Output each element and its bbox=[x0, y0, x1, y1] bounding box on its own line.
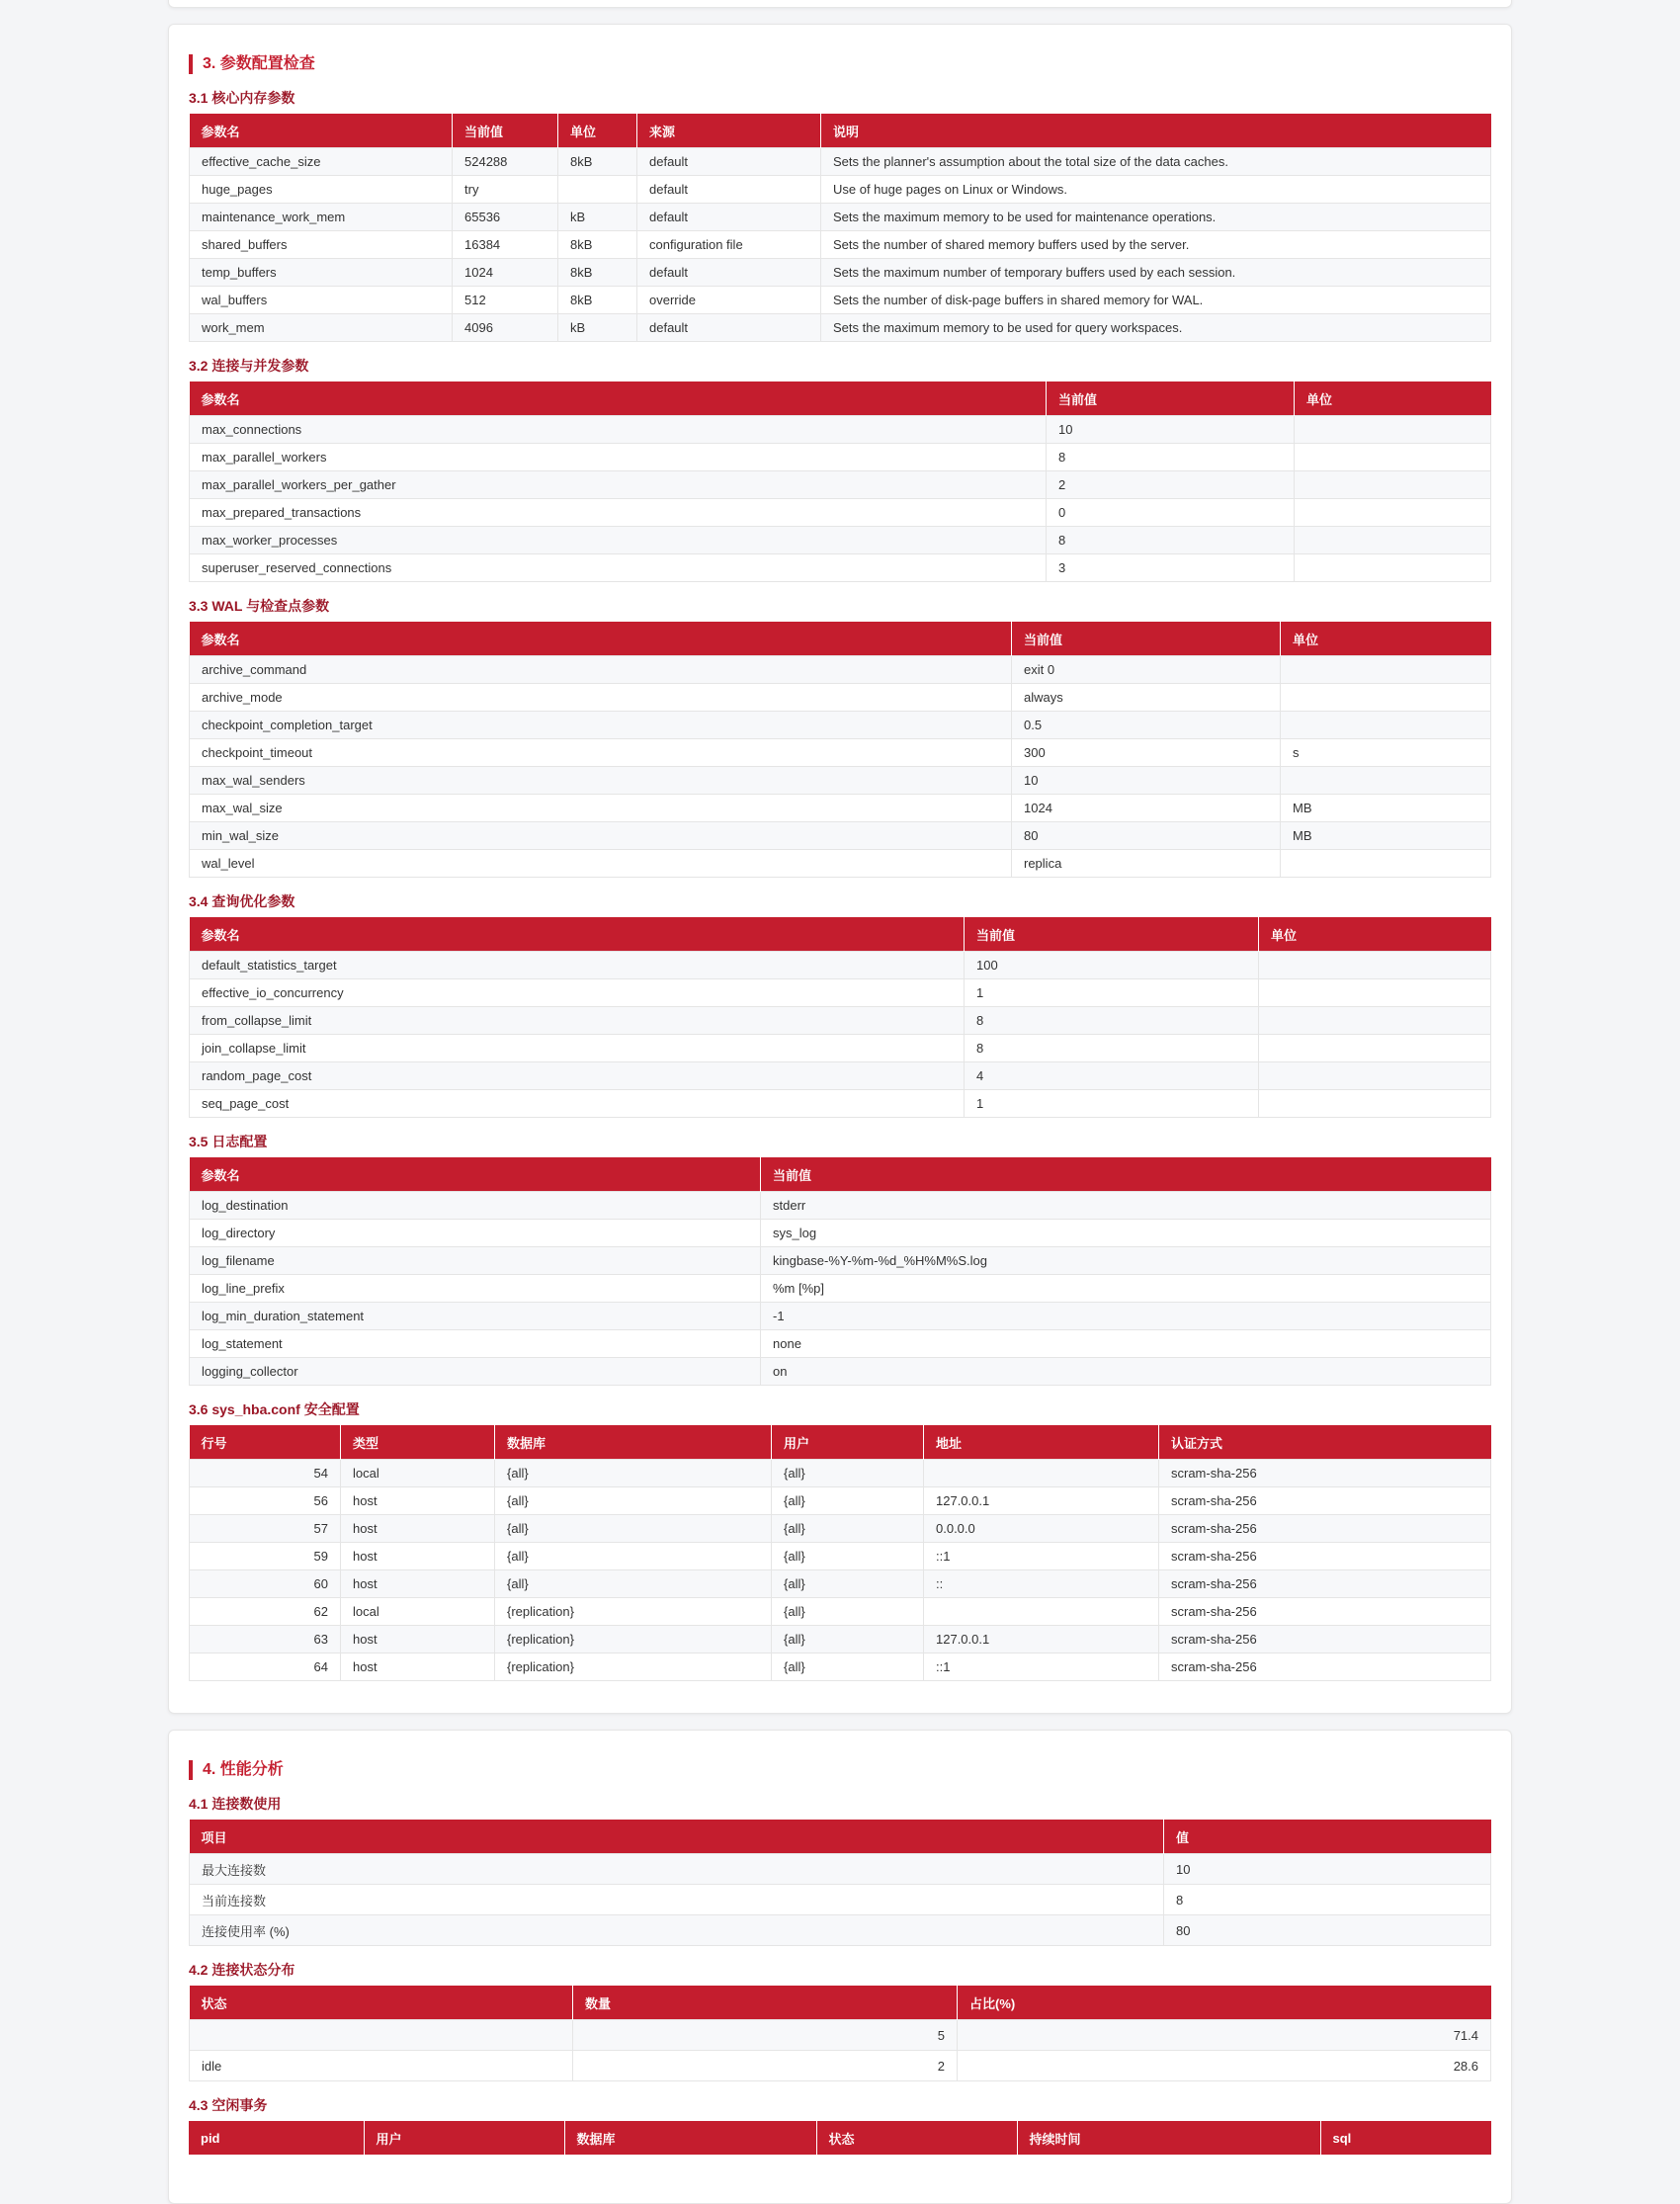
column-header: 类型 bbox=[341, 1425, 495, 1460]
table-cell: {all} bbox=[772, 1653, 924, 1681]
column-header: 当前值 bbox=[1047, 381, 1295, 416]
table-row bbox=[190, 979, 1491, 1007]
table-cell bbox=[1281, 656, 1491, 684]
table-cell bbox=[1259, 952, 1491, 979]
table-row bbox=[190, 314, 1491, 342]
table-cell: 56 bbox=[190, 1487, 341, 1515]
memory-params-table bbox=[189, 114, 1491, 342]
section-title: 4. 性能分析 bbox=[189, 1760, 1491, 1780]
table-row bbox=[190, 1247, 1491, 1275]
table-cell: 10 bbox=[1164, 1854, 1491, 1885]
table-cell: Sets the maximum memory to be used for maintenance operations. bbox=[821, 204, 1491, 231]
table-cell bbox=[1259, 1062, 1491, 1090]
table-cell: idle bbox=[190, 2051, 573, 2081]
table-cell: 59 bbox=[190, 1543, 341, 1570]
table-cell: {all} bbox=[772, 1487, 924, 1515]
table-cell bbox=[1295, 416, 1491, 444]
hba-config-body bbox=[190, 1460, 1491, 1681]
table-cell bbox=[1295, 471, 1491, 499]
table-cell: checkpoint_timeout bbox=[190, 739, 1012, 767]
table-cell: default bbox=[637, 314, 821, 342]
column-header: sql bbox=[1320, 2121, 1491, 2155]
table-cell: Sets the maximum number of temporary buffers used by each session. bbox=[821, 259, 1491, 287]
table-row bbox=[190, 1515, 1491, 1543]
table-cell: {all} bbox=[495, 1487, 772, 1515]
subsection-title: 3.3 WAL 与检查点参数 bbox=[189, 598, 330, 614]
table-cell bbox=[1259, 1035, 1491, 1062]
subsection-title: 4.3 空闲事务 bbox=[189, 2097, 268, 2113]
table-cell: 63 bbox=[190, 1626, 341, 1653]
table-cell: 16384 bbox=[453, 231, 558, 259]
table-row bbox=[190, 1062, 1491, 1090]
table-cell: 4096 bbox=[453, 314, 558, 342]
connection-state-table bbox=[189, 1986, 1491, 2081]
table-cell: 连接使用率 (%) bbox=[190, 1915, 1164, 1946]
memory-params-body bbox=[190, 148, 1491, 342]
table-cell: {all} bbox=[772, 1598, 924, 1626]
table-cell: 最大连接数 bbox=[190, 1854, 1164, 1885]
table-cell: scram-sha-256 bbox=[1159, 1460, 1491, 1487]
column-header: 单位 bbox=[1259, 917, 1491, 952]
connection-usage-table bbox=[189, 1820, 1491, 1946]
table-row bbox=[190, 231, 1491, 259]
section-performance bbox=[168, 1730, 1512, 2204]
table-row bbox=[190, 259, 1491, 287]
table-row bbox=[190, 1915, 1491, 1946]
table-cell bbox=[924, 1460, 1159, 1487]
table-cell: wal_level bbox=[190, 850, 1012, 878]
table-cell: local bbox=[341, 1460, 495, 1487]
table-cell: Sets the planner's assumption about the total size of the data caches. bbox=[821, 148, 1491, 176]
table-row bbox=[190, 2020, 1491, 2051]
table-cell: log_destination bbox=[190, 1192, 761, 1220]
column-header: 行号 bbox=[190, 1425, 341, 1460]
table-cell bbox=[1281, 684, 1491, 712]
table-cell: host bbox=[341, 1487, 495, 1515]
table-cell bbox=[1295, 527, 1491, 554]
table-cell: 100 bbox=[965, 952, 1259, 979]
query-params-table bbox=[189, 917, 1491, 1118]
table-cell: log_statement bbox=[190, 1330, 761, 1358]
table-cell: {all} bbox=[772, 1460, 924, 1487]
table-cell: logging_collector bbox=[190, 1358, 761, 1386]
table-row bbox=[190, 822, 1491, 850]
column-header: 参数名 bbox=[190, 1157, 761, 1192]
table-cell: 8kB bbox=[558, 148, 637, 176]
column-header: 参数名 bbox=[190, 114, 453, 148]
table-cell: 71.4 bbox=[958, 2020, 1491, 2051]
subsection-title: 3.4 查询优化参数 bbox=[189, 893, 295, 909]
column-header: 状态 bbox=[190, 1986, 573, 2020]
table-row bbox=[190, 1854, 1491, 1885]
column-header: 当前值 bbox=[453, 114, 558, 148]
log-params-body bbox=[190, 1192, 1491, 1386]
column-header: 单位 bbox=[1295, 381, 1491, 416]
table-row bbox=[190, 1543, 1491, 1570]
connection-usage-body bbox=[190, 1854, 1491, 1946]
table-cell: sys_log bbox=[761, 1220, 1491, 1247]
table-row bbox=[190, 471, 1491, 499]
table-cell: host bbox=[341, 1515, 495, 1543]
table-cell bbox=[1281, 850, 1491, 878]
table-cell: 1024 bbox=[1012, 795, 1281, 822]
column-header: 用户 bbox=[364, 2121, 564, 2155]
table-cell: log_line_prefix bbox=[190, 1275, 761, 1303]
table-cell: temp_buffers bbox=[190, 259, 453, 287]
table-cell: 8kB bbox=[558, 259, 637, 287]
table-cell: min_wal_size bbox=[190, 822, 1012, 850]
table-cell: 80 bbox=[1164, 1915, 1491, 1946]
table-cell bbox=[558, 176, 637, 204]
table-row bbox=[190, 1570, 1491, 1598]
table-cell: try bbox=[453, 176, 558, 204]
column-header: 占比(%) bbox=[958, 1986, 1491, 2020]
table-row bbox=[190, 204, 1491, 231]
table-row bbox=[190, 739, 1491, 767]
table-cell: 8kB bbox=[558, 287, 637, 314]
table-row bbox=[190, 1330, 1491, 1358]
table-cell: MB bbox=[1281, 822, 1491, 850]
table-row bbox=[190, 1303, 1491, 1330]
table-row bbox=[190, 527, 1491, 554]
table-cell: default_statistics_target bbox=[190, 952, 965, 979]
table-cell: default bbox=[637, 259, 821, 287]
table-cell: 2 bbox=[1047, 471, 1295, 499]
table-cell: 524288 bbox=[453, 148, 558, 176]
table-cell: 1024 bbox=[453, 259, 558, 287]
log-params-table bbox=[189, 1157, 1491, 1386]
table-cell: max_parallel_workers bbox=[190, 444, 1047, 471]
idle-transactions-table bbox=[189, 2121, 1491, 2155]
table-cell: default bbox=[637, 148, 821, 176]
table-cell: MB bbox=[1281, 795, 1491, 822]
table-cell: 80 bbox=[1012, 822, 1281, 850]
table-row bbox=[190, 499, 1491, 527]
table-cell bbox=[924, 1598, 1159, 1626]
table-row bbox=[190, 684, 1491, 712]
subsection-title: 3.6 sys_hba.conf 安全配置 bbox=[189, 1401, 360, 1417]
table-cell bbox=[1281, 767, 1491, 795]
column-header: 状态 bbox=[816, 2121, 1017, 2155]
table-cell: from_collapse_limit bbox=[190, 1007, 965, 1035]
table-cell: 8 bbox=[1047, 444, 1295, 471]
table-cell: {all} bbox=[772, 1626, 924, 1653]
table-cell: 0 bbox=[1047, 499, 1295, 527]
table-cell: archive_mode bbox=[190, 684, 1012, 712]
column-header: 当前值 bbox=[965, 917, 1259, 952]
table-cell: {all} bbox=[772, 1570, 924, 1598]
table-cell: s bbox=[1281, 739, 1491, 767]
table-row bbox=[190, 1626, 1491, 1653]
table-cell: 8 bbox=[965, 1035, 1259, 1062]
table-row bbox=[190, 1358, 1491, 1386]
table-cell: replica bbox=[1012, 850, 1281, 878]
table-cell: {all} bbox=[772, 1543, 924, 1570]
table-row bbox=[190, 444, 1491, 471]
table-row bbox=[190, 148, 1491, 176]
table-cell: max_wal_senders bbox=[190, 767, 1012, 795]
table-cell: 1 bbox=[965, 1090, 1259, 1118]
table-row bbox=[190, 1885, 1491, 1915]
table-cell bbox=[1295, 554, 1491, 582]
table-cell: scram-sha-256 bbox=[1159, 1515, 1491, 1543]
table-cell: host bbox=[341, 1653, 495, 1681]
table-cell: {all} bbox=[495, 1543, 772, 1570]
table-cell bbox=[1281, 712, 1491, 739]
table-row bbox=[190, 952, 1491, 979]
column-header: 地址 bbox=[924, 1425, 1159, 1460]
wal-params-body bbox=[190, 656, 1491, 878]
column-header: 参数名 bbox=[190, 917, 965, 952]
table-cell: max_worker_processes bbox=[190, 527, 1047, 554]
table-cell bbox=[1259, 979, 1491, 1007]
table-cell: 28.6 bbox=[958, 2051, 1491, 2081]
table-cell: 2 bbox=[573, 2051, 958, 2081]
table-cell: scram-sha-256 bbox=[1159, 1626, 1491, 1653]
table-cell: 60 bbox=[190, 1570, 341, 1598]
column-header: 来源 bbox=[637, 114, 821, 148]
table-cell: ::1 bbox=[924, 1543, 1159, 1570]
wal-params-table bbox=[189, 622, 1491, 878]
table-cell: always bbox=[1012, 684, 1281, 712]
table-cell: 57 bbox=[190, 1515, 341, 1543]
table-row bbox=[190, 1192, 1491, 1220]
table-cell: scram-sha-256 bbox=[1159, 1570, 1491, 1598]
table-cell: effective_cache_size bbox=[190, 148, 453, 176]
table-cell: {all} bbox=[772, 1515, 924, 1543]
table-row bbox=[190, 767, 1491, 795]
column-header: 数量 bbox=[573, 1986, 958, 2020]
table-cell: 1 bbox=[965, 979, 1259, 1007]
subsection-title: 4.2 连接状态分布 bbox=[189, 1962, 295, 1978]
column-header: 参数名 bbox=[190, 622, 1012, 656]
table-cell: log_min_duration_statement bbox=[190, 1303, 761, 1330]
table-cell: work_mem bbox=[190, 314, 453, 342]
column-header: 认证方式 bbox=[1159, 1425, 1491, 1460]
table-cell: superuser_reserved_connections bbox=[190, 554, 1047, 582]
column-header: 数据库 bbox=[495, 1425, 772, 1460]
table-row bbox=[190, 1598, 1491, 1626]
table-row bbox=[190, 1487, 1491, 1515]
column-header: 持续时间 bbox=[1017, 2121, 1320, 2155]
connection-state-body bbox=[190, 2020, 1491, 2081]
table-cell: exit 0 bbox=[1012, 656, 1281, 684]
table-cell: log_directory bbox=[190, 1220, 761, 1247]
table-cell: kingbase-%Y-%m-%d_%H%M%S.log bbox=[761, 1247, 1491, 1275]
table-cell: Sets the number of shared memory buffers used by the server. bbox=[821, 231, 1491, 259]
table-cell: override bbox=[637, 287, 821, 314]
table-cell: %m [%p] bbox=[761, 1275, 1491, 1303]
table-cell: scram-sha-256 bbox=[1159, 1543, 1491, 1570]
table-row bbox=[190, 287, 1491, 314]
column-header: pid bbox=[189, 2121, 364, 2155]
table-cell: 0.5 bbox=[1012, 712, 1281, 739]
table-cell: 127.0.0.1 bbox=[924, 1487, 1159, 1515]
column-header: 当前值 bbox=[761, 1157, 1491, 1192]
column-header: 说明 bbox=[821, 114, 1491, 148]
table-cell bbox=[190, 2020, 573, 2051]
table-cell: kB bbox=[558, 314, 637, 342]
table-cell: 10 bbox=[1047, 416, 1295, 444]
column-header: 当前值 bbox=[1012, 622, 1281, 656]
table-cell: wal_buffers bbox=[190, 287, 453, 314]
table-row bbox=[190, 1220, 1491, 1247]
connection-params-body bbox=[190, 416, 1491, 582]
table-cell: on bbox=[761, 1358, 1491, 1386]
table-cell: configuration file bbox=[637, 231, 821, 259]
table-cell: 10 bbox=[1012, 767, 1281, 795]
table-cell bbox=[1259, 1090, 1491, 1118]
table-cell: checkpoint_completion_target bbox=[190, 712, 1012, 739]
section-parameter-check bbox=[168, 24, 1512, 1714]
table-cell: 3 bbox=[1047, 554, 1295, 582]
column-header: 值 bbox=[1164, 1820, 1491, 1854]
table-cell: host bbox=[341, 1543, 495, 1570]
table-cell: max_wal_size bbox=[190, 795, 1012, 822]
table-cell bbox=[1259, 1007, 1491, 1035]
table-row bbox=[190, 850, 1491, 878]
table-cell: join_collapse_limit bbox=[190, 1035, 965, 1062]
table-row bbox=[190, 656, 1491, 684]
table-cell: host bbox=[341, 1626, 495, 1653]
table-cell: 54 bbox=[190, 1460, 341, 1487]
table-cell: stderr bbox=[761, 1192, 1491, 1220]
table-cell: 512 bbox=[453, 287, 558, 314]
table-cell: max_prepared_transactions bbox=[190, 499, 1047, 527]
table-cell bbox=[1295, 444, 1491, 471]
table-cell: log_filename bbox=[190, 1247, 761, 1275]
table-row bbox=[190, 795, 1491, 822]
table-row bbox=[190, 416, 1491, 444]
table-cell: 65536 bbox=[453, 204, 558, 231]
table-cell: -1 bbox=[761, 1303, 1491, 1330]
table-cell: 62 bbox=[190, 1598, 341, 1626]
table-cell: :: bbox=[924, 1570, 1159, 1598]
table-cell: kB bbox=[558, 204, 637, 231]
table-cell: 4 bbox=[965, 1062, 1259, 1090]
table-row bbox=[190, 1035, 1491, 1062]
table-cell: random_page_cost bbox=[190, 1062, 965, 1090]
column-header: 用户 bbox=[772, 1425, 924, 1460]
table-row bbox=[190, 2051, 1491, 2081]
table-cell: {replication} bbox=[495, 1626, 772, 1653]
column-header: 参数名 bbox=[190, 381, 1047, 416]
table-cell: none bbox=[761, 1330, 1491, 1358]
table-cell: Sets the maximum memory to be used for query workspaces. bbox=[821, 314, 1491, 342]
table-cell: {replication} bbox=[495, 1653, 772, 1681]
table-cell: scram-sha-256 bbox=[1159, 1653, 1491, 1681]
table-cell: Sets the number of disk-page buffers in shared memory for WAL. bbox=[821, 287, 1491, 314]
column-header: 数据库 bbox=[564, 2121, 816, 2155]
subsection-title: 4.1 连接数使用 bbox=[189, 1796, 282, 1812]
table-cell: max_parallel_workers_per_gather bbox=[190, 471, 1047, 499]
column-header: 单位 bbox=[1281, 622, 1491, 656]
table-cell: local bbox=[341, 1598, 495, 1626]
table-row bbox=[190, 1653, 1491, 1681]
table-row bbox=[190, 1090, 1491, 1118]
table-cell: archive_command bbox=[190, 656, 1012, 684]
table-cell: {all} bbox=[495, 1570, 772, 1598]
table-cell: maintenance_work_mem bbox=[190, 204, 453, 231]
previous-section-card bbox=[168, 0, 1512, 8]
table-cell: 64 bbox=[190, 1653, 341, 1681]
table-cell: 8 bbox=[1047, 527, 1295, 554]
table-cell: 8 bbox=[965, 1007, 1259, 1035]
table-row bbox=[190, 712, 1491, 739]
table-cell: {all} bbox=[495, 1460, 772, 1487]
table-row bbox=[190, 1460, 1491, 1487]
hba-config-table bbox=[189, 1425, 1491, 1681]
table-cell: default bbox=[637, 204, 821, 231]
table-cell: {replication} bbox=[495, 1598, 772, 1626]
table-cell: 300 bbox=[1012, 739, 1281, 767]
table-row bbox=[190, 554, 1491, 582]
column-header: 项目 bbox=[190, 1820, 1164, 1854]
table-cell bbox=[1295, 499, 1491, 527]
table-row bbox=[190, 1007, 1491, 1035]
table-row bbox=[190, 1275, 1491, 1303]
subsection-title: 3.1 核心内存参数 bbox=[189, 90, 295, 106]
table-cell: {all} bbox=[495, 1515, 772, 1543]
table-cell: 127.0.0.1 bbox=[924, 1626, 1159, 1653]
section-title: 3. 参数配置检查 bbox=[189, 54, 1491, 74]
table-cell: ::1 bbox=[924, 1653, 1159, 1681]
table-cell: shared_buffers bbox=[190, 231, 453, 259]
table-cell: 8kB bbox=[558, 231, 637, 259]
subsection-title: 3.5 日志配置 bbox=[189, 1134, 268, 1149]
table-cell: huge_pages bbox=[190, 176, 453, 204]
table-cell: default bbox=[637, 176, 821, 204]
table-cell: 0.0.0.0 bbox=[924, 1515, 1159, 1543]
table-row bbox=[190, 176, 1491, 204]
table-cell: 8 bbox=[1164, 1885, 1491, 1915]
subsection-title: 3.2 连接与并发参数 bbox=[189, 358, 309, 374]
table-cell: 5 bbox=[573, 2020, 958, 2051]
query-params-body bbox=[190, 952, 1491, 1118]
table-cell: max_connections bbox=[190, 416, 1047, 444]
table-cell: scram-sha-256 bbox=[1159, 1487, 1491, 1515]
table-cell: effective_io_concurrency bbox=[190, 979, 965, 1007]
table-cell: 当前连接数 bbox=[190, 1885, 1164, 1915]
table-cell: seq_page_cost bbox=[190, 1090, 965, 1118]
table-cell: scram-sha-256 bbox=[1159, 1598, 1491, 1626]
column-header: 单位 bbox=[558, 114, 637, 148]
table-cell: Use of huge pages on Linux or Windows. bbox=[821, 176, 1491, 204]
connection-params-table bbox=[189, 381, 1491, 582]
table-cell: host bbox=[341, 1570, 495, 1598]
